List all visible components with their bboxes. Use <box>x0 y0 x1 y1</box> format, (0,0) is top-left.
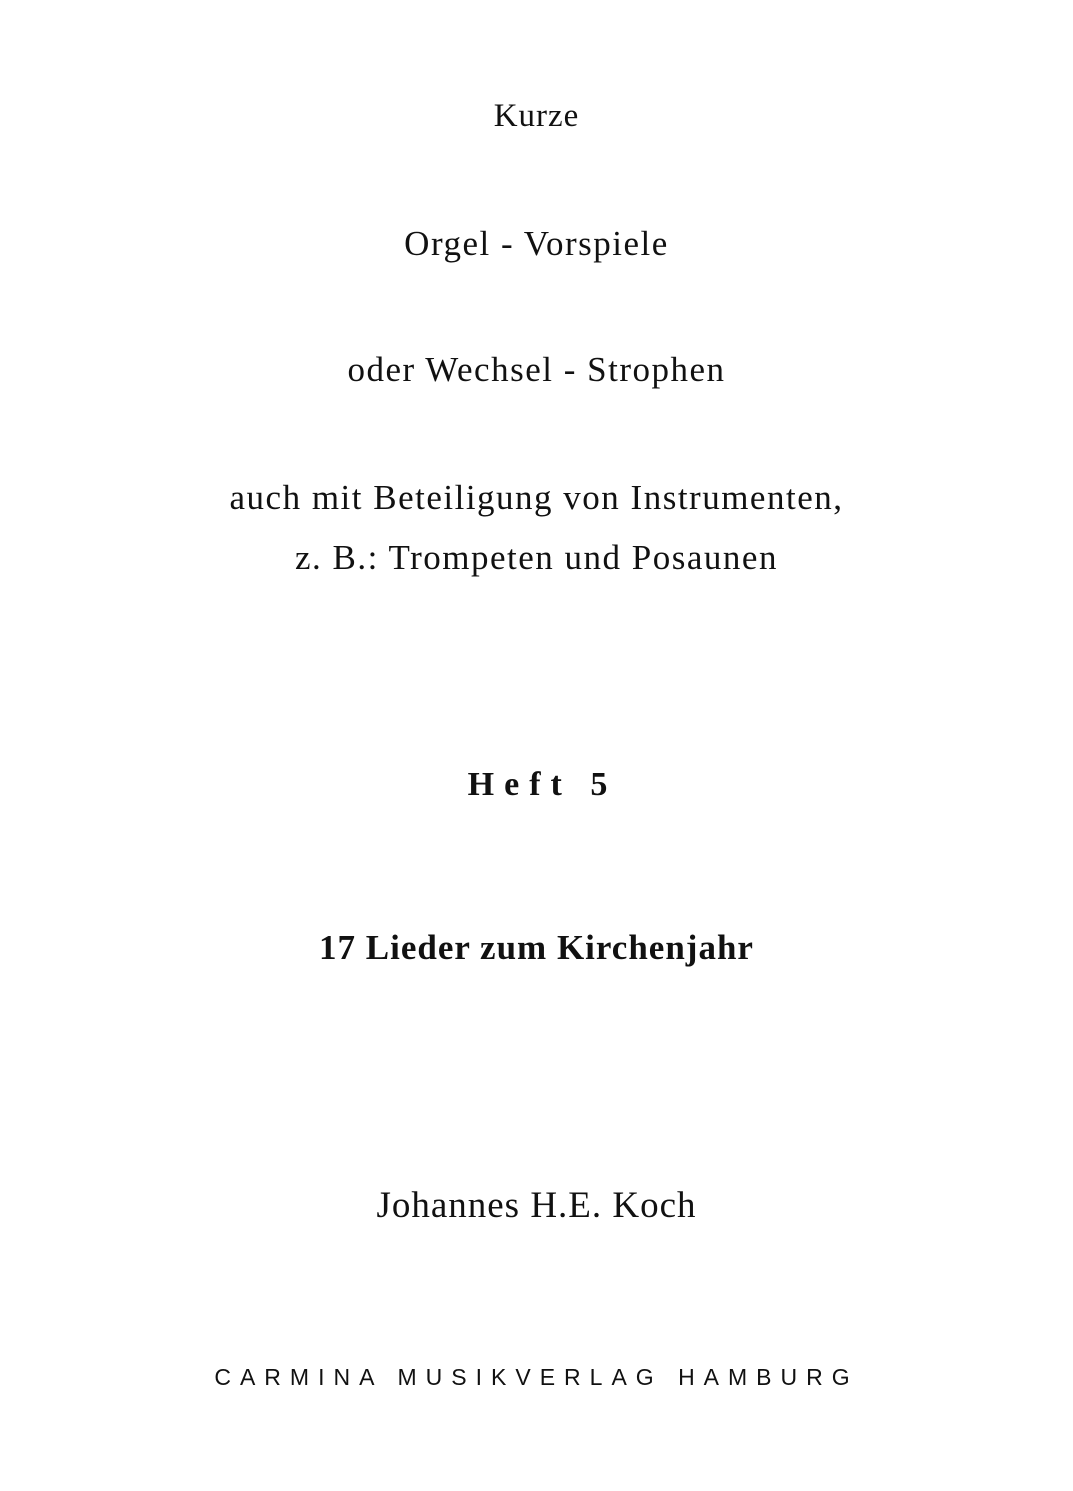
subtitle: 17 Lieder zum Kirchenjahr <box>319 928 754 967</box>
volume-label: Heft 5 <box>467 766 618 803</box>
title-line-trompeten: z. B.: Trompeten und Posaunen <box>295 538 778 577</box>
author-name: Johannes H.E. Koch <box>376 1185 697 1226</box>
title-line-orgel-vorspiele: Orgel - Vorspiele <box>404 224 669 263</box>
publisher-name: CARMINA MUSIKVERLAG HAMBURG <box>214 1364 859 1390</box>
title-line-wechsel-strophen: oder Wechsel - Strophen <box>347 350 726 389</box>
title-line-kurze: Kurze <box>493 98 580 134</box>
title-line-instrumenten: auch mit Beteiligung von Instrumenten, <box>229 478 844 517</box>
